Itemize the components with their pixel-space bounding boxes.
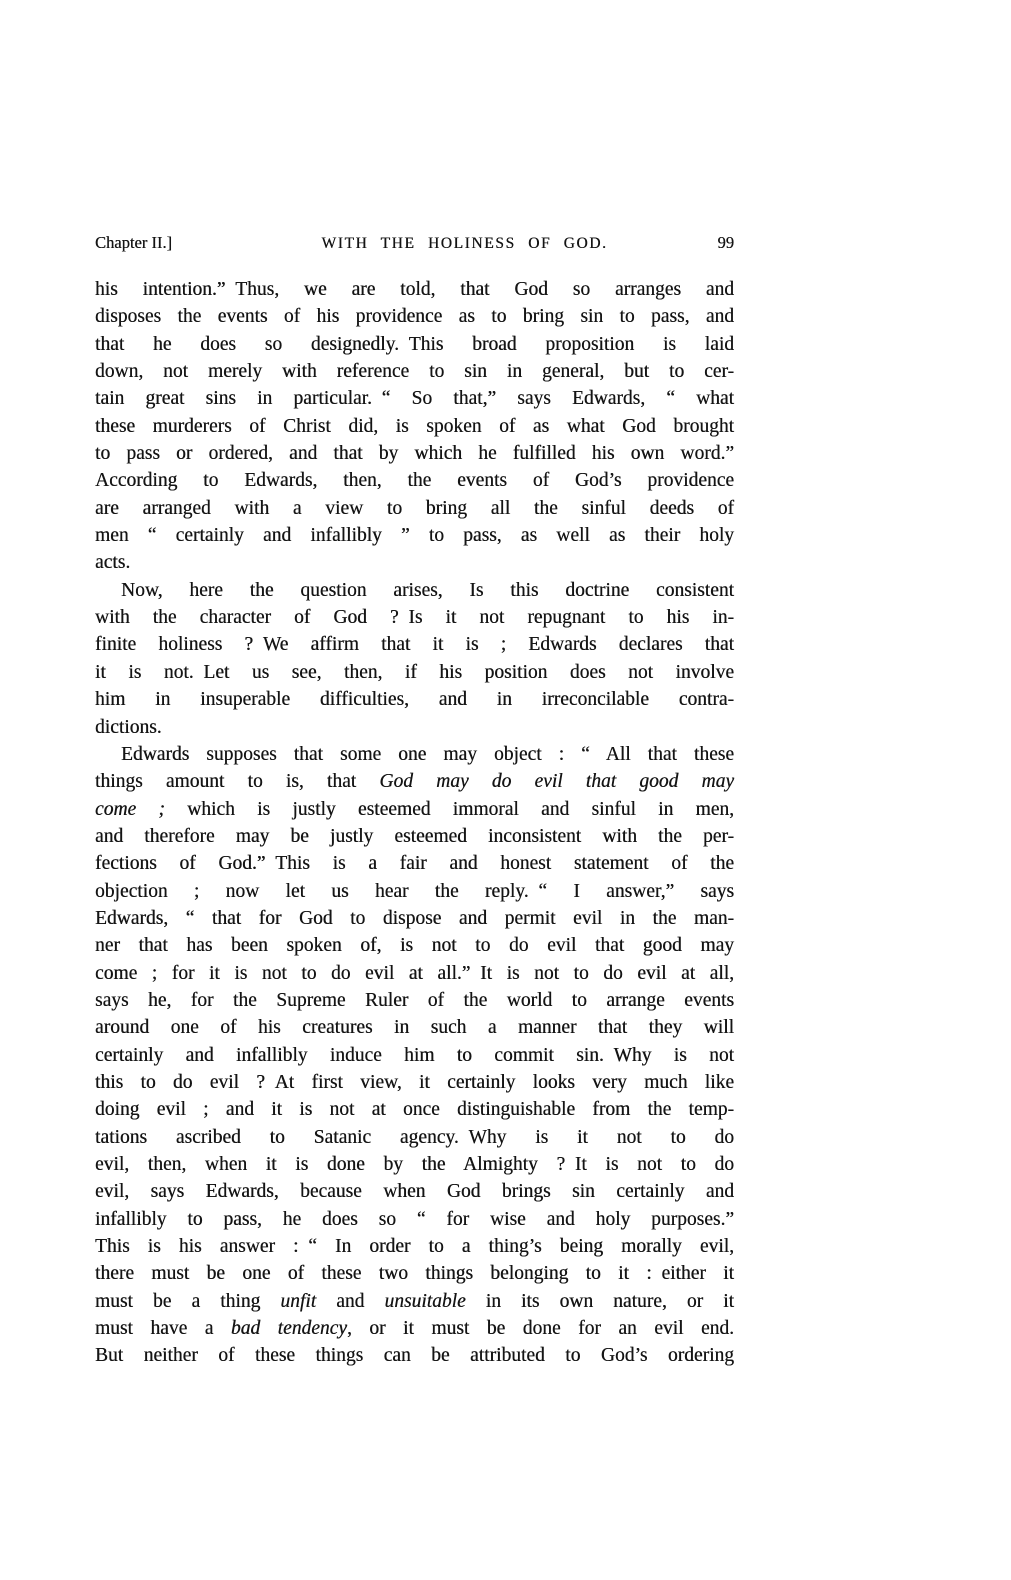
text-line: are arranged with a view to bring all the sinful deeds of — [95, 497, 734, 519]
paragraph — [95, 741, 734, 1370]
text-line: it is not. Let us see, then, if his position does not involve — [95, 661, 734, 683]
running-head — [95, 232, 734, 255]
text-line: him in insuperable difficulties, and in irreconcilable contra- — [95, 689, 734, 711]
paragraph — [95, 577, 734, 741]
text-line: come ; for it is not to do evil at all.” It is not to do evil at all, — [95, 962, 734, 984]
text-line: around one of his creatures in such a manner that they will — [95, 1017, 734, 1039]
text-line: these murderers of Christ did, is spoken of as what God brought — [95, 415, 734, 437]
text-line: doing evil ; and it is not at once distinguishable from the temp- — [95, 1099, 734, 1121]
text-line: evil, says Edwards, because when God brings sin certainly and — [95, 1181, 734, 1203]
text-line: certainly and infallibly induce him to commit sin. Why is not — [95, 1044, 734, 1066]
text-line: with the character of God ? Is it not repugnant to his in- — [95, 607, 734, 629]
text-line: men “ certainly and infallibly ” to pass, as well as their holy — [95, 525, 734, 547]
text-line: This is his answer : “ In order to a thing’s being morally evil, — [95, 1236, 734, 1258]
text-line: this to do evil ? At first view, it certainly looks very much like — [95, 1071, 734, 1093]
paragraph — [95, 276, 734, 577]
text-line: evil, then, when it is done by the Almighty ? It is not to do — [95, 1154, 734, 1175]
text-line: come ; which is justly esteemed immoral and sinful in men, — [95, 798, 735, 820]
running-title: WITH THE HOLINESS OF GOD. — [321, 235, 608, 252]
text-line: that he does so designedly. This broad proposition is laid — [95, 333, 734, 355]
text-line: his intention.” Thus, we are told, that God so arranges and — [95, 279, 734, 300]
text-line: to pass or ordered, and that by which he fulfilled his own word.” — [95, 443, 734, 465]
text-line: must have a bad tendency, or it must be done for an evil end. — [95, 1318, 735, 1340]
text-line: acts. — [95, 552, 131, 574]
text-line: and therefore may be justly esteemed inconsistent with the per- — [95, 825, 734, 847]
text-line: Edwards supposes that some one may object : “ All that these — [121, 743, 734, 765]
text-line: objection ; now let us hear the reply. “ I answer,” says — [95, 880, 734, 902]
page-number: 99 — [717, 233, 734, 252]
text-line: there must be one of these two things belonging to it : either it — [95, 1263, 734, 1285]
text-line: dictions. — [95, 716, 162, 738]
text-line: says he, for the Supreme Ruler of the world to arrange events — [95, 989, 734, 1011]
text-line: infallibly to pass, he does so “ for wise and holy purposes.” — [95, 1208, 734, 1230]
text-line: ner that has been spoken of, is not to do evil that good may — [95, 935, 734, 957]
text-line: finite holiness ? We affirm that it is ; Edwards declares that — [95, 634, 734, 656]
chapter-label: Chapter II.] — [95, 233, 172, 252]
text-line: must be a thing unfit and unsuitable in its own nature, or it — [95, 1290, 734, 1312]
text-line: tations ascribed to Satanic agency. Why is it not to do — [95, 1126, 734, 1148]
text-line: tain great sins in particular. “ So that,” says Edwards, “ what — [95, 388, 734, 410]
text-line: things amount to is, that God may do evil that good may — [95, 771, 734, 793]
text-line: fections of God.” This is a fair and honest statement of the — [95, 853, 734, 875]
text-line: Edwards, “ that for God to dispose and permit evil in the man- — [95, 907, 734, 929]
text-line: According to Edwards, then, the events of God’s providence — [95, 470, 734, 492]
text-line: Now, here the question arises, Is this doctrine consistent — [121, 579, 734, 601]
text-line: down, not merely with reference to sin in general, but to cer- — [95, 361, 734, 383]
text-line: disposes the events of his providence as to bring sin to pass, and — [95, 306, 734, 328]
text-block — [95, 276, 734, 1370]
text-line: But neither of these things can be attributed to God’s ordering — [95, 1345, 734, 1367]
